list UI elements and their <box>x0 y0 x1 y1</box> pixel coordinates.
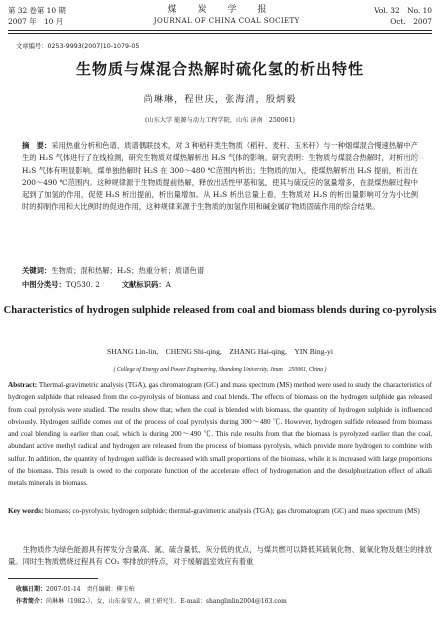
keywords-cn-label: 关键词： <box>22 266 52 275</box>
abstract-cn <box>22 140 418 214</box>
intro-paragraph: 生物质作为绿色能源具有挥发分含量高、氮、硫含量低、灰分低的优点，与煤共燃可以降低其硫氧化物、氮氧化物及烟尘的排放量。同时生物质燃烧过程具有 CO₂ 零排放的特点，对于缓解温室效应有着重 <box>8 545 432 567</box>
authors-cn: 尚琳琳，程世庆，张海清，殷炳毅 <box>143 94 297 105</box>
keywords-en-label: Key words: <box>8 507 44 515</box>
authors-en: SHANG Lin-lin, CHENG Shi-qing, ZHANG Hai-qing, YIN Bing-yi <box>107 347 333 356</box>
title-en: Characteristics of hydrogen sulphide released from coal and biomass blends during co-pyrolysis <box>3 305 437 316</box>
abstract-cn-label: 摘 要： <box>22 141 52 150</box>
article-number: 文章编号：0253-9993(2007)10-1079-05 <box>16 43 140 50</box>
document-code <box>122 280 171 290</box>
publish-date-cn: 2007 年 10 月 <box>8 17 64 26</box>
doc-code-label: 文献标识码： <box>121 280 166 289</box>
journal-header <box>8 5 432 33</box>
watermark: 试读 <box>395 147 429 176</box>
journal-name-en: JOURNAL OF CHINA COAL SOCIETY <box>153 17 300 25</box>
footnote-author <box>16 596 432 605</box>
affiliation-en: ( College of Energy and Power Engineering, Shandong University, Jinan 250061, China ) <box>113 367 327 373</box>
author-bio-label: 作者简介： <box>16 598 47 605</box>
header-rule-thick <box>8 30 432 31</box>
clc-label: 中图分类号： <box>22 280 66 289</box>
header-rule-thin <box>8 33 432 34</box>
abstract-cn-text: 采用热重分析和色谱、质谱偶联技术，对 3 种秸秆类生物质（稻秆、麦秆、玉米秆）与一种烟煤混合慢速热解中产生的 H₂S 气体进行了在线检测，研究生物质对煤热解析出 H₂S 气体的影响。研究表明：生物质与煤混合热解时，对析出的 H₂S 气体有明显影响。煤单独热解时 H₂S 在 300～480 ℃范围内析出；生物质的加入，使煤热解析出 H₂S 提前，析出在 200～490 ℃范围内。这种规律源于生物质提前热解，释放出活性甲基和氢，使其与硫反应的氢量增多，在混煤热解过程中起到了加氢的作用，促使 H₂S 析出提前，析出量增加。从 H₂S 析出总量上看，生物质对 H₂S 的析出量影响可分为小比例时的抑制作用和大比例时的促进作用，这种规律来源于生物质的加氢作用和碱金属矿物质固硫作用的综合结果。 <box>22 141 419 212</box>
classification-cn <box>22 280 418 290</box>
abstract-en-label: Abstract: <box>8 381 38 389</box>
received-label: 收稿日期： <box>16 586 47 593</box>
author-bio-value: 尚琳琳（1982-），女，山东泰安人，硕士研究生．E-mail：shanglinlin2004@163.com <box>46 598 287 605</box>
keywords-en <box>8 505 432 518</box>
keywords-en-text: biomass; co-pyrolysis; hydrogen sulphide; thermal-gravimetric analysis (TGA); gas chromatogram (GC) and mass spectrum (MS) <box>45 507 420 515</box>
keywords-cn-text: 生物质；混和热解；H₂S；热重分析；质谱色谱 <box>51 266 205 275</box>
journal-name-cn: 煤 炭 学 报 <box>167 5 273 15</box>
footnote-rule <box>8 578 98 579</box>
abstract-en-text: Thermal-gravimetric analysis (TGA), gas chromatogram (GC) and mass spectrum (MS) method were used to study the characteristics of hydrogen sulphide that released from the co-pyrolysis of biomass and coal blends. The effects of biomass on the hydrogen sulphide gas released from coal pyrolysis were studied. The results show that; when the coal is blended with biomass, the quantity of hydrogen sulphide is influenced obviously. Hydrogen sulfide comes out of the process of coal pyrolysis during 300～480 ℃. However, hydrogen sulfide released from biomass and coal blending is earlier than coal, which is during 200～490 ℃. This rule results from that the biomass is pyrolyzed earlier than the coal, abundant active methyl radical and hydrogen are released from the process of biomass pyrolysis, which provide more hydrogen to combine with sulfur. In addition, the quantity of hydrogen sulfide is decreased with small proportions of the biomass, while it is increased with large proportions of the biomass. This result is owed to the corporate function of the accelerate effect of hydrogenation and the desulphurization effect of alkali metals minerals in biomass. <box>8 381 433 487</box>
received-value: 2007-01-14 责任编辑：柳玉柏 <box>46 586 135 593</box>
footnote-received <box>16 584 432 593</box>
affiliation-cn: (山东大学 能源与动力工程学院，山东 济南 250061) <box>145 117 295 124</box>
header-row-cn <box>8 5 432 16</box>
title-cn: 生物质与煤混合热解时硫化氢的析出特性 <box>75 60 364 78</box>
keywords-cn <box>22 266 418 276</box>
header-row-en <box>8 16 432 27</box>
publish-date-en: Oct. 2007 <box>390 17 432 26</box>
volume-issue-en: Vol. 32 No. 10 <box>374 6 432 15</box>
clc-value: TQ530. 2 <box>65 280 100 289</box>
doc-code-value: A <box>165 280 171 289</box>
clc-number <box>22 280 100 290</box>
abstract-en <box>8 379 432 489</box>
volume-issue-cn: 第 32 卷第 10 期 <box>8 6 66 15</box>
